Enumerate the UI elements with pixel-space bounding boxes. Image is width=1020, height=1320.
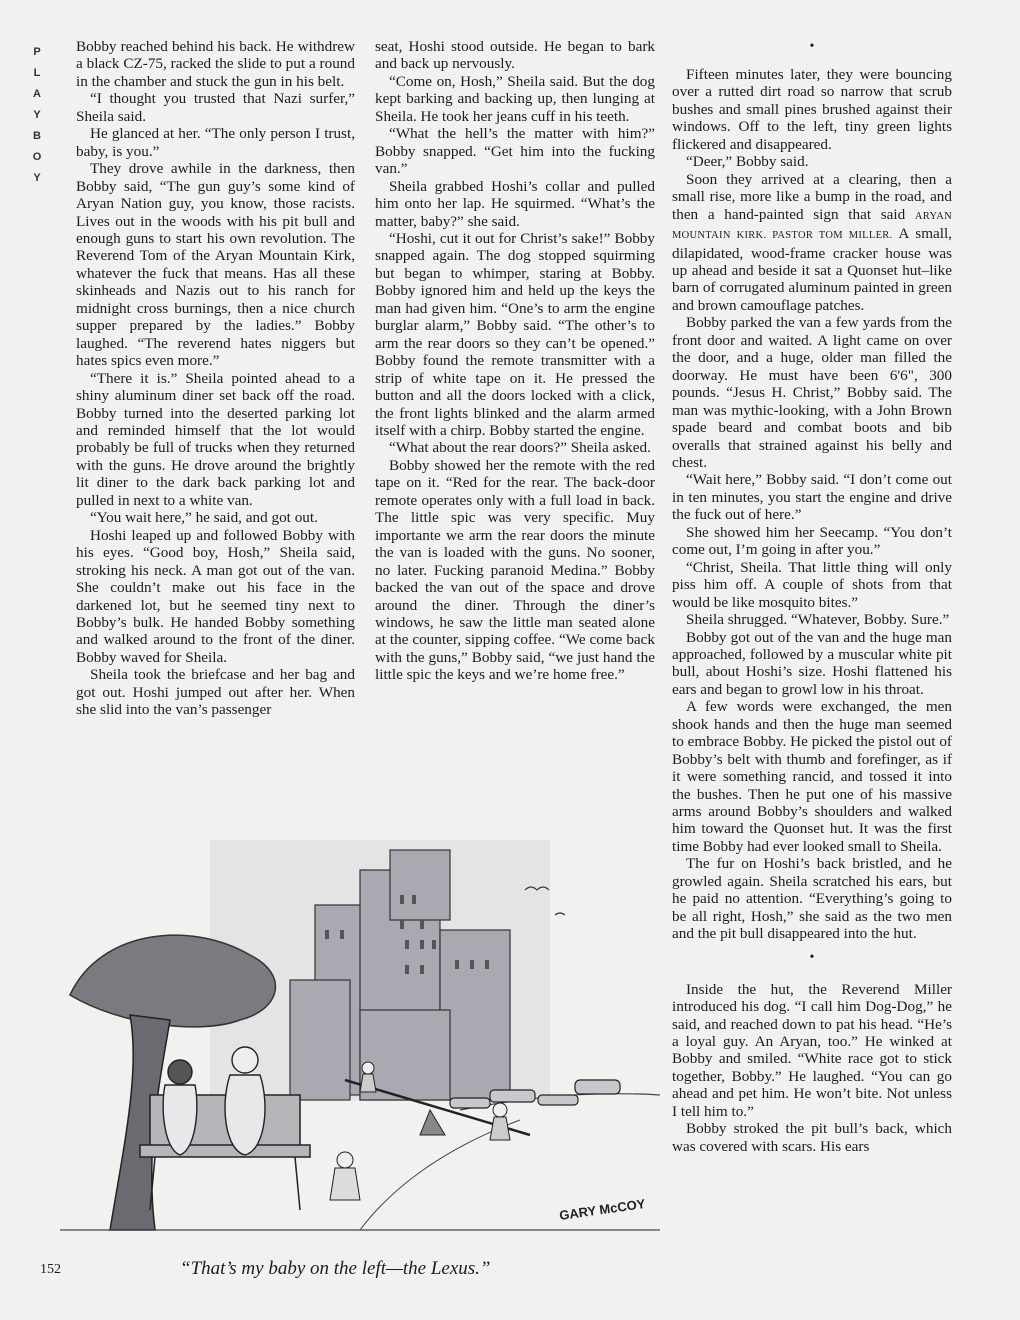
cartoonist-signature: GARY McCOY — [558, 1196, 647, 1223]
paragraph: A few words were exchanged, the men shook hands and then the huge man seemed to embrace Bobby. He picked the pistol out of Bobby’s belt with thumb and forefinger, as if it were something rancid, and tossed it into the bushes. Then he put one of his massive arms around Bobby’s shoulders and walked him toward the Quonset hut. It was the first time Bobby had ever looked small to Sheila. — [672, 698, 952, 855]
paragraph: “There it is.” Sheila pointed ahead to a shiny aluminum diner set back off the road. Bobby turned into the deserted parking lot and reminded himself that the lot would probably be full of trucks when they returned with the guns. He drove around the brightly lit diner to the dark back parking lot and pulled in next to a white van. — [76, 369, 355, 509]
cartoon-caption: “That’s my baby on the left—the Lexus.” — [180, 1258, 491, 1279]
paragraph: “I thought you trusted that Nazi surfer,” Sheila said. — [76, 90, 355, 125]
paragraph: “Christ, Sheila. That little thing will only piss him off. A couple of shots from that would be like mosquito bites.” — [672, 558, 952, 611]
paragraph: Bobby got out of the van and the huge man approached, followed by a muscular white pit bull, about Hoshi’s size. Hoshi flattened his ears and began to growl low in his throat. — [672, 628, 952, 698]
paragraph-text: Soon they arrived at a clearing, then a small rise, more like a bump in the road, and then a hand-painted sign that said — [672, 170, 952, 223]
paragraph: “What about the rear doors?” Sheila asked. — [389, 439, 651, 457]
text-column-1 — [76, 38, 355, 719]
text-column-3 — [672, 38, 952, 1155]
paragraph: Sheila took the briefcase and her bag and got out. Hoshi jumped out after her. When she slid into the van’s passenger — [76, 666, 355, 719]
logo-letter: P — [33, 46, 41, 58]
logo-letter: B — [33, 130, 41, 142]
paragraph: “Come on, Hosh,” Sheila said. But the dog kept barking and backing up, then lunging at Sheila. He took her jeans cuff in his teeth. — [375, 72, 655, 125]
section-separator: • — [809, 949, 815, 965]
logo-letter: Y — [33, 172, 41, 184]
paragraph: “Deer,” Bobby said. — [686, 153, 809, 171]
page-number: 152 — [40, 1262, 61, 1277]
paragraph: The fur on Hoshi’s back bristled, and he growled again. Sheila scratched his ears, but he paid no attention. “Everything’s going to be all right, Hosh,” she said as the two men and the pit bull disappeared into the hut. — [672, 855, 952, 943]
sign-text: ARYAN MOUNTAIN KIRK. PASTOR TOM MILLER. — [672, 210, 953, 242]
paragraph: Bobby parked the van a few yards from the front door and waited. A light came on over the door, and a huge, older man filled the doorway. He must have been 6'6", 300 pounds. “Jesus H. Christ,” Bobby said. The man was mythic-looking, with a John Brown spade beard and combat boots and bib overalls that strained against his belly and chest. — [672, 314, 952, 471]
paragraph: He glanced at her. “The only person I trust, baby, is you.” — [76, 125, 355, 160]
paragraph: “Hoshi, cut it out for Christ’s sake!” Bobby snapped again. The dog stopped squirming but began to whimper, staring at Bobby. Bobby ignored him and held up the keys the man had given him. “One’s to arm the engine burglar alarm,” Bobby said. “The other’s to arm the rear doors so they can’t be opened.” Bobby found the remote transmitter with a strip of white tape on it. He pressed the button and all the doors locked with a click, the front lights blinked and the alarm armed itself with a chirp. Bobby started the engine. — [375, 229, 655, 439]
paragraph: seat, Hoshi stood outside. He began to bark and back up nervously. — [375, 38, 655, 73]
magazine-logo-vertical — [28, 42, 46, 189]
paragraph: They drove awhile in the darkness, then Bobby said, “The gun guy’s some kind of Aryan Nation guy, you know, those racists. Lives out in the woods with his pit bull and enough guns to start his own revolution. The Reverend Tom of the Aryan Mountain Kirk, whatever the fuck that means. Has all these skinheads and Nazis out to his ranch for midnight cross burnings, then a nice church supper prepared by the ladies.” Bobby laughed. “The reverend hates niggers but hates spics even more.” — [76, 160, 355, 370]
paragraph: Hoshi leaped up and followed Bobby with his eyes. “Good boy, Hosh,” Sheila said, stroking his neck. A man got out of the van. She couldn’t make out his face in the darkened lot, but he seemed tiny next to Bobby’s bulk. He handed Bobby something and walked around to the front of the diner. Bobby waved for Sheila. — [76, 526, 355, 666]
paragraph-text: A small, dilapidated, wood-frame cracker house was up ahead and beside it sat a Quonset hut–like barn of corrugated aluminum painted in green and brown camouflage patches. — [672, 225, 952, 314]
paragraph: She showed him her Seecamp. “You don’t come out, I’m going in after you.” — [672, 523, 952, 559]
paragraph: Sheila shrugged. “Whatever, Bobby. Sure.” — [686, 611, 950, 629]
logo-letter: A — [33, 88, 41, 100]
cartoon-illustration — [60, 810, 660, 1255]
paragraph: “Wait here,” Bobby said. “I don’t come out in ten minutes, you start the engine and drive the fuck out of here.” — [672, 471, 952, 524]
logo-letter: O — [32, 151, 42, 163]
paragraph: Sheila grabbed Hoshi’s collar and pulled him onto her lap. He squirmed. “What’s the matter, baby?” she said. — [375, 177, 655, 230]
paragraph: Inside the hut, the Reverend Miller introduced his dog. “I call him Dog-Dog,” he said, and reached down to pat his head. “He’s a loyal guy. An Aryan, too.” He winked at Bobby and smiled. “White race got to stick together, Bobby.” He laughed. “You can go ahead and pet him. He won’t bite. Not unless I tell him to.” — [672, 980, 952, 1120]
paragraph: “What the hell’s the matter with him?” Bobby snapped. “Get him into the fucking van.” — [375, 125, 655, 178]
paragraph: Fifteen minutes later, they were bouncing over a rutted dirt road so narrow that scrub bushes and small pines brushed against their windows. Off to the left, tiny green lights flickered and disappeared. — [672, 66, 952, 153]
paragraph — [672, 171, 952, 315]
paragraph: Bobby stroked the pit bull’s back, which was covered with scars. His ears — [672, 1120, 952, 1155]
logo-letter: L — [33, 67, 41, 79]
section-separator: • — [809, 39, 815, 54]
paragraph: Bobby reached behind his back. He withdrew a black CZ-75, racked the slide to put a round in the chamber and stuck the gun in his belt. — [76, 38, 355, 90]
paragraph: “You wait here,” he said, and got out. — [90, 509, 318, 527]
text-column-2 — [375, 38, 655, 684]
paragraph: Bobby showed her the remote with the red tape on it. “Red for the rear. The back-door remote operates only with a full load in back. The little spic was very specific. Muy importante we arm the rear doors the minute the van is loaded with the guns. No sooner, no later. Fucking paranoid Medina.” Bobby backed the van out of the space and drove around the diner. Through the diner’s windows, he saw the little man seated alone at the counter, sipping coffee. “We come back with the guns,” Bobby said, “we just hand the little spic the keys and we’re home free.” — [375, 456, 655, 684]
logo-letter: Y — [33, 109, 41, 121]
